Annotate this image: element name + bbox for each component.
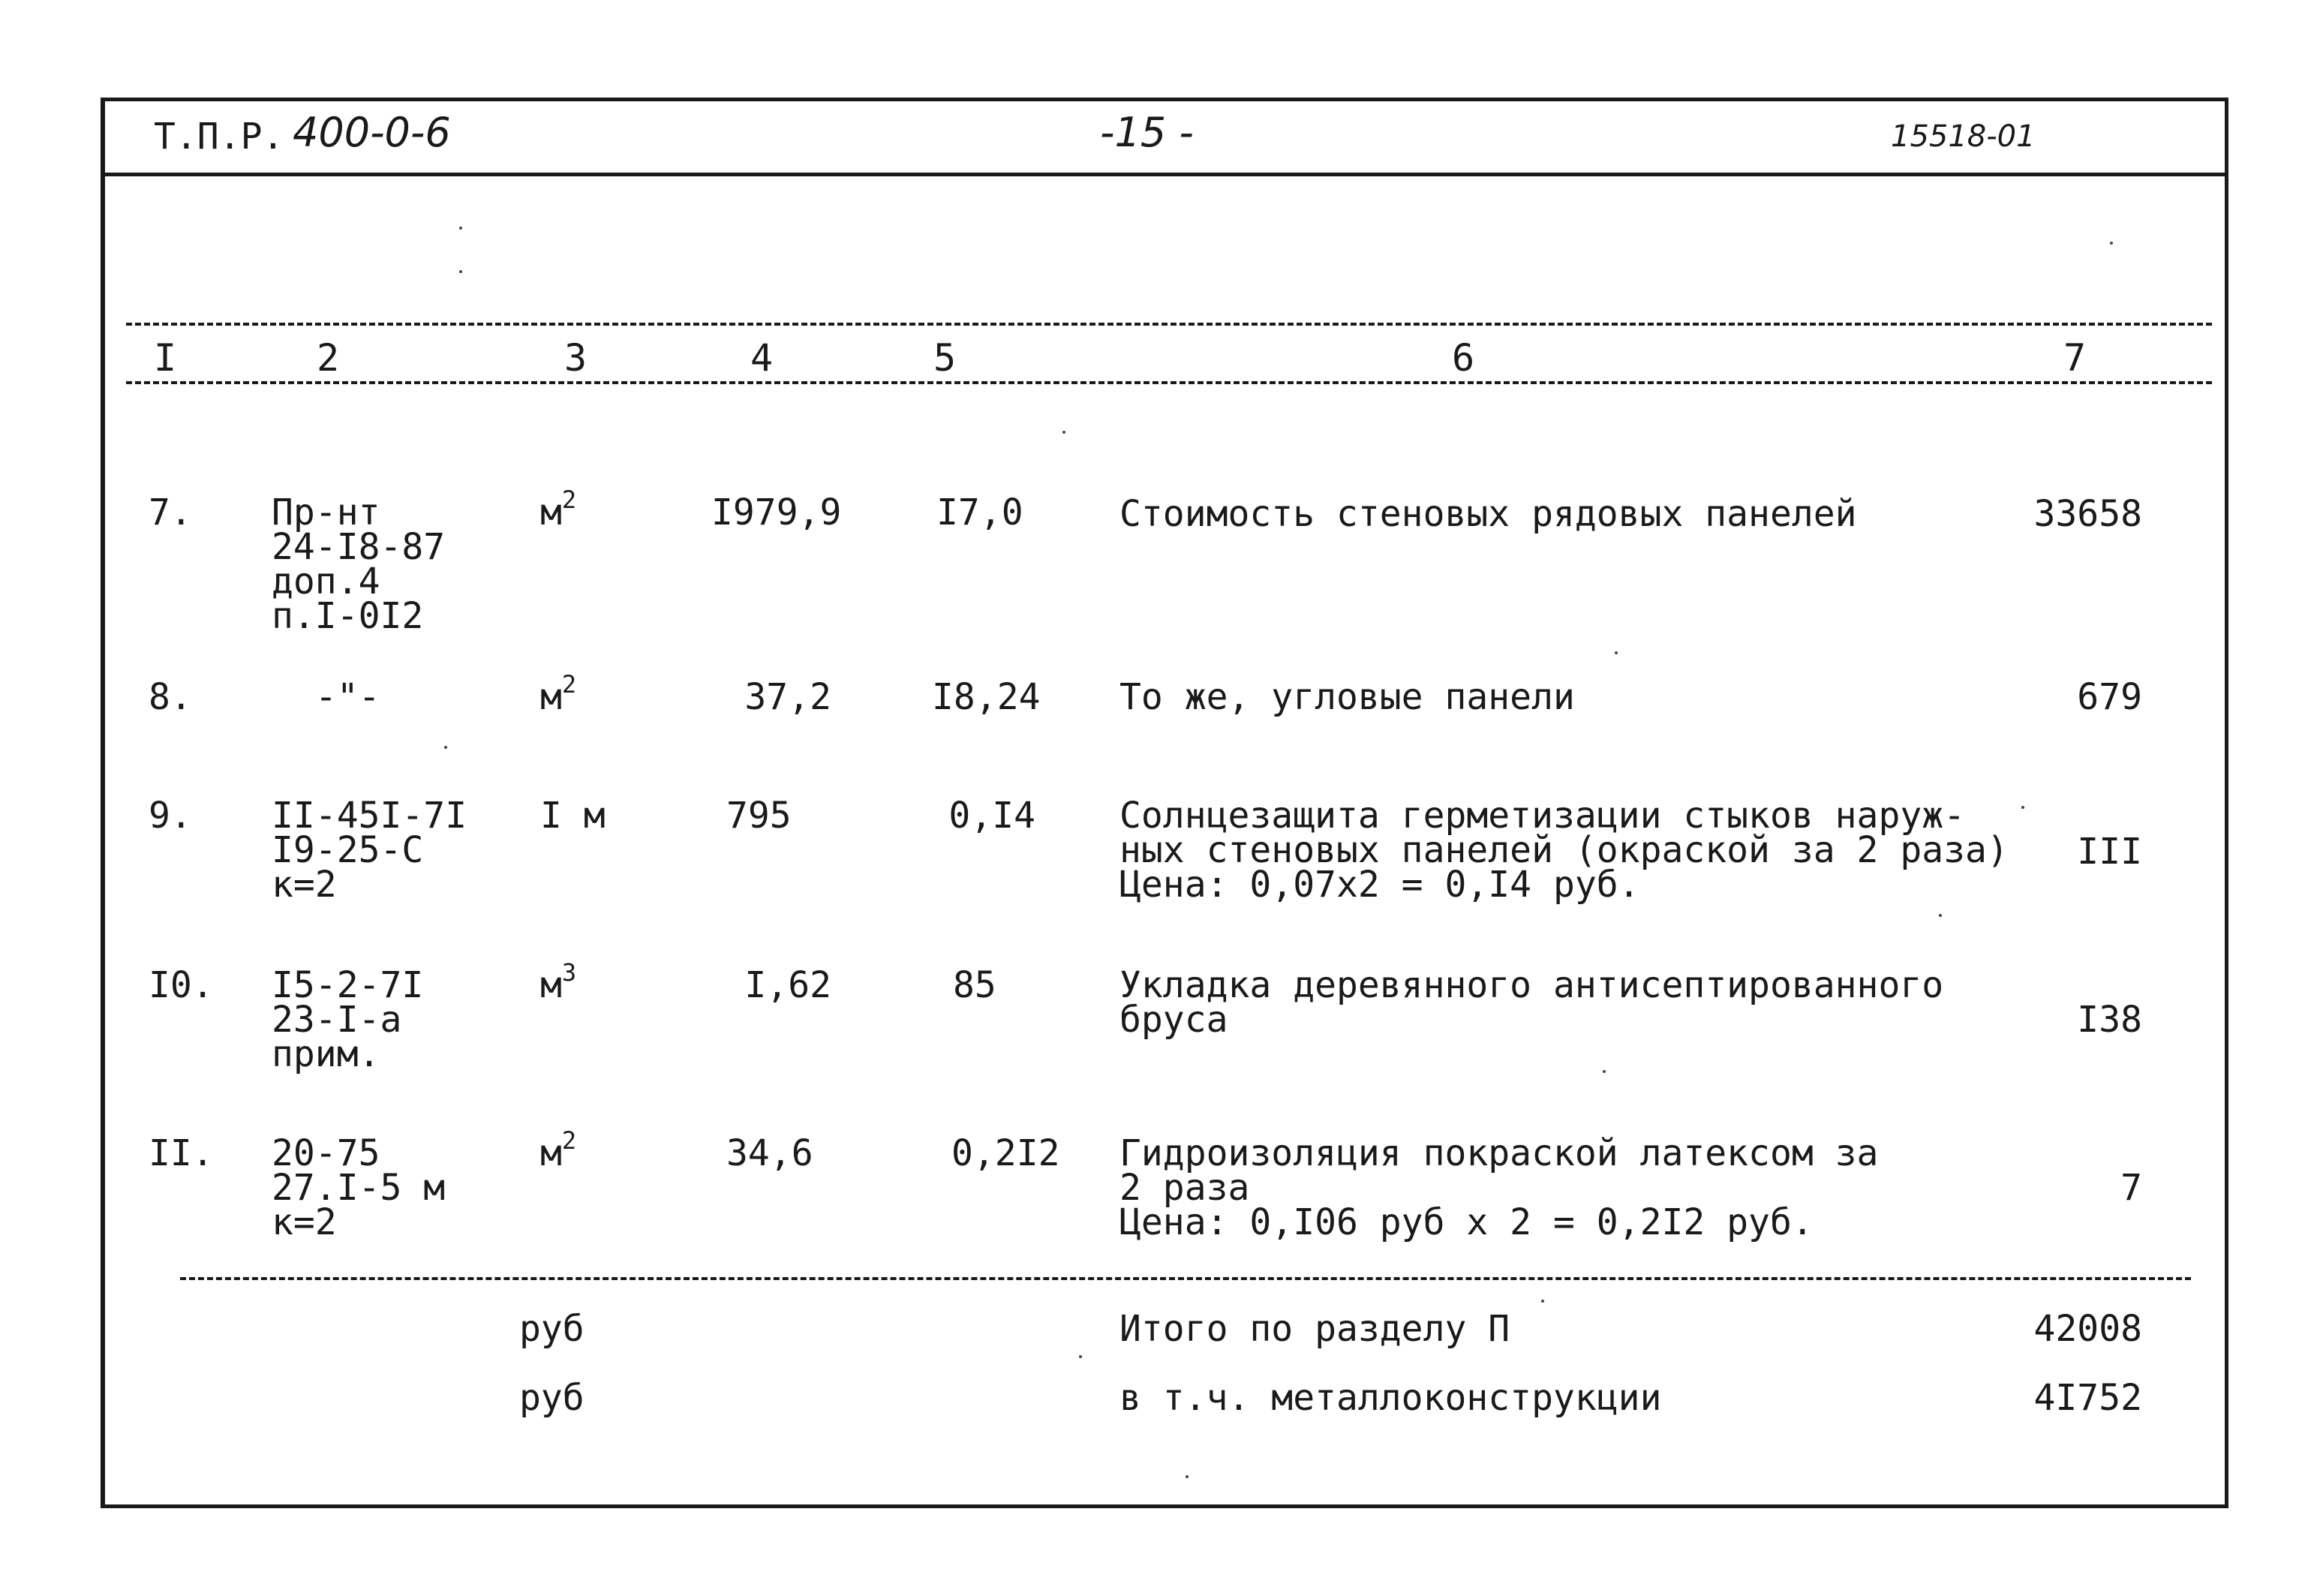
row-unit-price: 0,I4 bbox=[948, 795, 1035, 837]
column-number-7: 7 bbox=[2063, 336, 2087, 380]
doc-number: 400-0-6 bbox=[293, 109, 451, 156]
summary-label: Итого по разделу П bbox=[1119, 1308, 1510, 1350]
scan-speck bbox=[1603, 1070, 1606, 1073]
summary-label: в т.ч. металлоконструкции bbox=[1119, 1377, 1662, 1419]
row-quantity: I979,9 bbox=[711, 491, 842, 534]
row-quantity: I,62 bbox=[744, 964, 831, 1006]
row-description: Стоимость стеновых рядовых панелей bbox=[1119, 493, 1857, 535]
row-number: 7. bbox=[149, 491, 192, 534]
doc-prefix: Т.П.Р. bbox=[154, 116, 284, 158]
row-reference: II-45I-7I I9-25-С к=2 bbox=[272, 795, 467, 906]
row-total: 7 bbox=[2120, 1167, 2142, 1209]
row-unit: $м^3$ bbox=[540, 958, 577, 1006]
row-reference: I5-2-7I 23-I-а прим. bbox=[272, 964, 424, 1075]
summary-value: 42008 bbox=[2033, 1308, 2142, 1350]
row-number: II. bbox=[149, 1132, 214, 1174]
row-unit-price: I7,0 bbox=[936, 491, 1023, 534]
scan-speck bbox=[459, 227, 462, 230]
row-description: Гидроизоляция покраской латексом за 2 раза Цена: 0,I06 руб х 2 = 0,2I2 руб. bbox=[1119, 1132, 1879, 1243]
row-number: 8. bbox=[149, 676, 192, 718]
row-unit: $м^2$ bbox=[540, 670, 577, 718]
scan-speck bbox=[1541, 1300, 1544, 1303]
row-description: То же, угловые панели bbox=[1119, 676, 1575, 718]
column-number-2: 2 bbox=[317, 336, 340, 380]
row-reference: 20-75 27.I-5 м к=2 bbox=[272, 1132, 446, 1243]
row-quantity: 37,2 bbox=[744, 676, 831, 718]
scan-speck bbox=[1939, 914, 1942, 917]
column-header-top-rule bbox=[126, 323, 2212, 326]
column-number-5: 5 bbox=[933, 336, 957, 380]
row-quantity: 795 bbox=[726, 795, 792, 837]
summary-unit: руб bbox=[519, 1308, 585, 1350]
row-description: Солнцезащита герметизации стыков наруж- ных стеновых панелей (окраской за 2 раза) Цена: 0,07х2 = 0,I4 руб. bbox=[1119, 795, 2009, 906]
row-total: I38 bbox=[2077, 999, 2142, 1041]
row-unit-price: 0,2I2 bbox=[951, 1132, 1060, 1174]
header-divider bbox=[101, 173, 2228, 176]
row-description: Укладка деревянного антисептированного бруса bbox=[1119, 964, 1944, 1041]
column-number-1: I bbox=[154, 336, 177, 380]
row-unit-price: 85 bbox=[953, 964, 996, 1006]
scan-speck bbox=[2110, 242, 2113, 245]
scan-speck bbox=[459, 270, 462, 273]
row-unit: I м bbox=[540, 795, 606, 837]
page-number: -15 - bbox=[1100, 109, 1194, 156]
scan-speck bbox=[1186, 1475, 1189, 1478]
totals-rule bbox=[180, 1277, 2191, 1280]
scan-speck bbox=[1615, 651, 1618, 654]
row-unit: $м^2$ bbox=[540, 485, 577, 534]
column-number-3: 3 bbox=[564, 336, 588, 380]
row-quantity: 34,6 bbox=[726, 1132, 813, 1174]
scan-speck bbox=[1062, 431, 1065, 434]
scan-speck bbox=[444, 746, 447, 749]
archive-code: 15518-01 bbox=[1891, 119, 2036, 154]
column-header-bottom-rule bbox=[126, 381, 2212, 384]
row-unit-price: I8,24 bbox=[932, 676, 1041, 718]
row-reference: Пр-нт 24-I8-87 доп.4 п.I-0I2 bbox=[272, 491, 446, 637]
scan-speck bbox=[1079, 1355, 1082, 1358]
column-number-4: 4 bbox=[750, 336, 774, 380]
row-reference: -"- bbox=[315, 676, 380, 718]
summary-unit: руб bbox=[519, 1377, 585, 1419]
summary-value: 4I752 bbox=[2033, 1377, 2142, 1419]
row-total: 33658 bbox=[2033, 493, 2142, 535]
row-unit: $м^2$ bbox=[540, 1126, 577, 1174]
scan-speck bbox=[2021, 806, 2024, 809]
row-number: I0. bbox=[149, 964, 214, 1006]
row-number: 9. bbox=[149, 795, 192, 837]
row-total: 679 bbox=[2077, 676, 2142, 718]
row-total: III bbox=[2077, 831, 2142, 873]
column-number-6: 6 bbox=[1452, 336, 1475, 380]
